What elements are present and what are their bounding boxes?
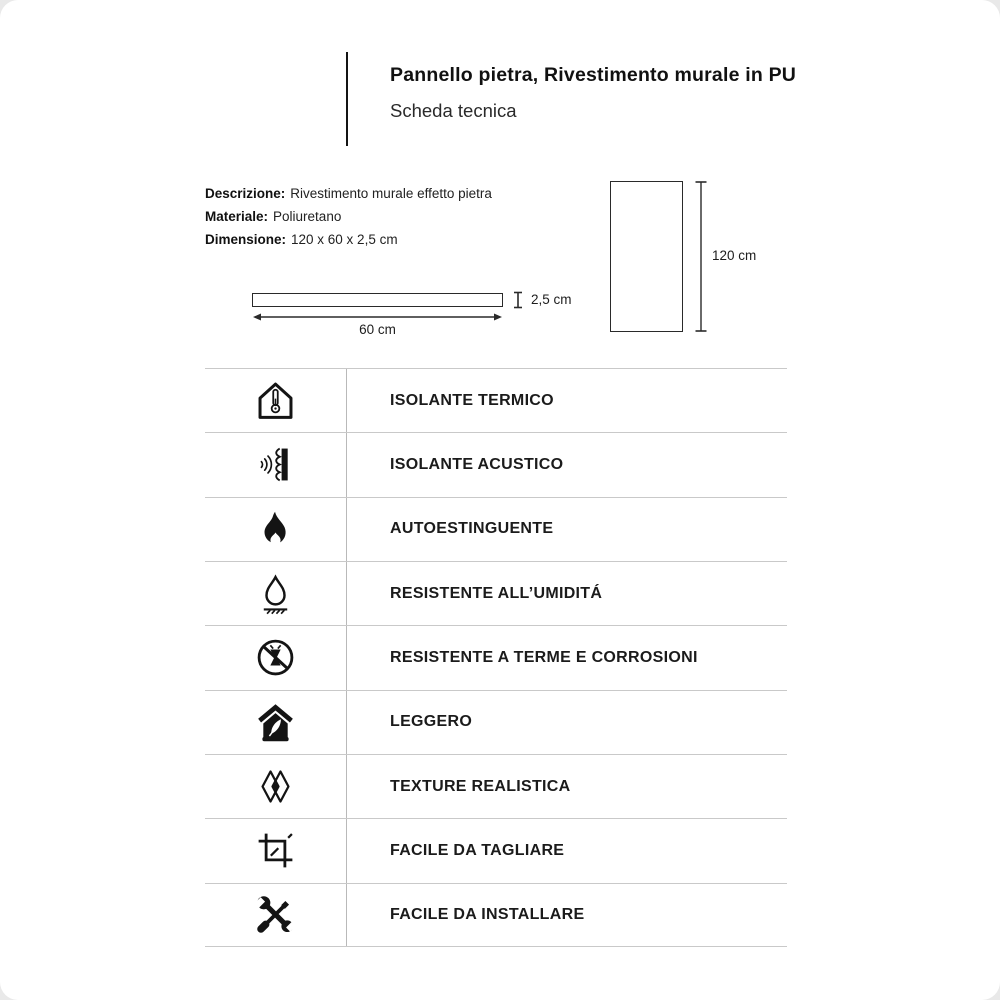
thickness-dimension-mark [512,290,524,310]
table-row [205,561,787,625]
spec-label: Dimensione: [205,232,287,247]
crop-cut-icon [205,819,347,882]
sound-insulation-icon [205,433,347,496]
width-dimension-line [252,312,503,322]
feature-table [205,368,787,947]
spec-descrizione [205,182,492,205]
spec-value: 120 x 60 x 2,5 cm [291,232,398,247]
no-termite-icon [205,626,347,689]
lightweight-house-feather-icon [205,691,347,754]
header-divider-line [346,52,348,146]
page-subtitle: Scheda tecnica [390,100,517,121]
feature-label: RESISTENTE ALL’UMIDITÁ [390,584,603,602]
flame-icon [205,498,347,561]
feature-label: TEXTURE REALISTICA [390,777,571,795]
table-row [205,368,787,432]
water-drop-icon [205,562,347,625]
thickness-label: 2,5 cm [531,292,572,307]
spec-label: Descrizione: [205,186,286,201]
table-row [205,497,787,561]
table-row [205,883,787,947]
feature-label: AUTOESTINGUENTE [390,520,554,538]
page-title: Pannello pietra, Rivestimento murale in PU [390,64,797,86]
tools-icon [205,884,347,946]
feature-label: ISOLANTE TERMICO [390,391,554,409]
panel-side-view [252,293,503,307]
spec-label: Materiale: [205,209,269,224]
table-row [205,690,787,754]
spec-dimensione [205,228,492,251]
house-thermometer-icon [205,369,347,432]
height-dimension-line [694,181,708,332]
feature-label: LEGGERO [390,713,473,731]
feature-label: RESISTENTE A TERME E CORROSIONI [390,648,698,666]
spec-list [205,182,492,251]
table-row [205,432,787,496]
feature-label: FACILE DA INSTALLARE [390,905,585,923]
spec-value: Poliuretano [273,209,342,224]
spec-materiale [205,205,492,228]
feature-label: FACILE DA TAGLIARE [390,841,565,859]
diamond-texture-icon [205,755,347,818]
width-label: 60 cm [359,322,396,337]
feature-label: ISOLANTE ACUSTICO [390,455,564,473]
panel-front-view [610,181,683,332]
table-row [205,754,787,818]
spec-value: Rivestimento murale effetto pietra [290,186,492,201]
table-row [205,625,787,689]
height-label: 120 cm [712,248,757,263]
table-row [205,818,787,882]
